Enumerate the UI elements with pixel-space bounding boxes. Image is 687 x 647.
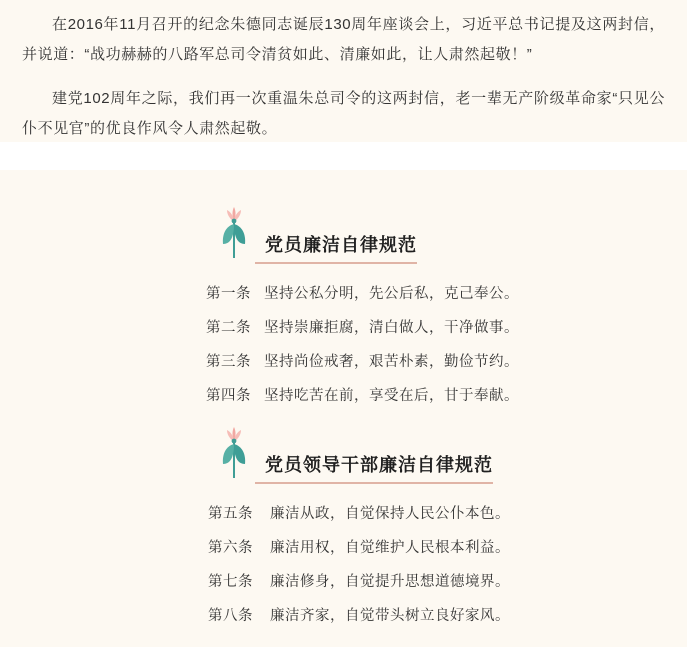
rule-item [208,570,687,591]
rule-number: 第八条 [208,608,253,624]
rule-item [206,282,687,303]
rule-list [0,502,687,625]
section-title: 党员领导干部廉洁自律规范 [255,454,493,484]
section-title: 党员廉洁自律规范 [255,234,417,264]
section-header [0,420,687,484]
rule-number: 第二条 [206,320,251,336]
section-party-member-code [0,200,687,418]
rule-text: 坚持尚俭戒奢，艰苦朴素，勤俭节约。 [264,354,519,370]
lotus-icon [213,420,255,484]
rule-item [208,536,687,557]
rule-text: 廉洁修身，自觉提升思想道德境界。 [270,574,510,590]
rule-list [0,282,687,405]
rule-number: 第六条 [208,540,253,556]
section-leading-cadre-code [0,420,687,638]
rule-item [206,384,687,405]
rule-number: 第四条 [206,388,251,404]
code-of-conduct-block [0,170,687,647]
rule-text: 廉洁齐家，自觉带头树立良好家风。 [270,608,510,624]
rule-number: 第一条 [206,286,251,302]
rule-number: 第七条 [208,574,253,590]
rule-number: 第三条 [206,354,251,370]
rule-text: 廉洁用权，自觉维护人民根本利益。 [270,540,510,556]
rule-text: 坚持公私分明，先公后私，克己奉公。 [264,286,519,302]
intro-section [0,0,687,142]
rule-text: 廉洁从政，自觉保持人民公仆本色。 [270,506,510,522]
lotus-icon [213,200,255,264]
rule-item [206,316,687,337]
intro-paragraph-2: 建党102周年之际，我们再一次重温朱总司令的这两封信，老一辈无产阶级革命家“只见公仆不见官”的优良作风令人肃然起敬。 [22,90,665,137]
intro-paragraph-1: 在2016年11月召开的纪念朱德同志诞辰130周年座谈会上，习近平总书记提及这两封信，并说道：“战功赫赫的八路军总司令清贫如此、清廉如此，让人肃然起敬！” [22,16,665,63]
rule-number: 第五条 [208,506,253,522]
rule-text: 坚持吃苦在前，享受在后，甘于奉献。 [264,388,519,404]
section-header [0,200,687,264]
rule-item [208,604,687,625]
rule-item [206,350,687,371]
rule-item [208,502,687,523]
rule-text: 坚持崇廉拒腐，清白做人，干净做事。 [264,320,519,336]
